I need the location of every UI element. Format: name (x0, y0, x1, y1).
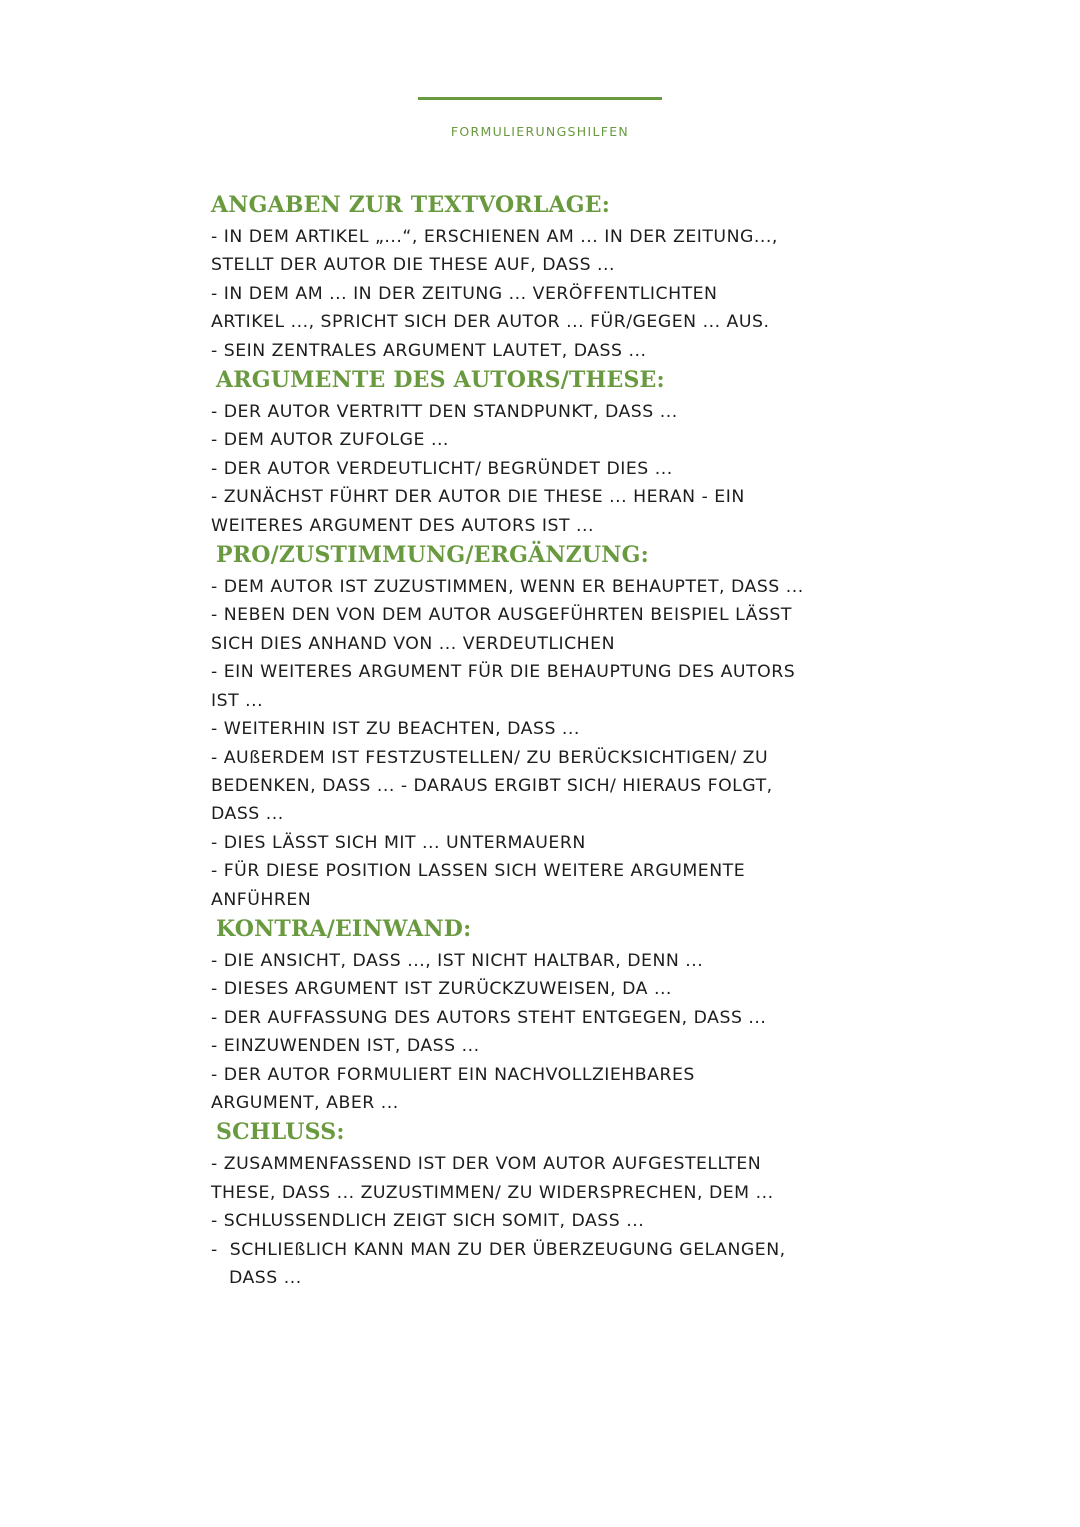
header-divider (418, 97, 662, 100)
text-line: STELLT DER AUTOR DIE THESE AUF, DASS ... (211, 255, 616, 276)
text-line: - DER AUTOR FORMULIERT EIN NACHVOLLZIEHBARES (211, 1064, 695, 1085)
text-line: - SCHLIEßLICH KANN MAN ZU DER ÜBERZEUGUNG GELANGEN, DASS ... (211, 1239, 786, 1288)
text-line: - DIE ANSICHT, DASS ..., IST NICHT HALTBAR, DENN ... (211, 950, 704, 971)
text-line: - IN DEM ARTIKEL „...“, ERSCHIENEN AM ... IN DER ZEITUNG..., (211, 227, 778, 247)
text-line: ARGUMENT, ABER ... (211, 1092, 399, 1113)
text-line: - NEBEN DEN VON DEM AUTOR AUSGEFÜHRTEN BEISPIEL LÄSST (211, 605, 792, 626)
text-line: - EINZUWENDEN IST, DASS ... (211, 1036, 480, 1057)
text-line: - DER AUTOR VERTRITT DEN STANDPUNKT, DASS ... (211, 402, 678, 423)
text-line: BEDENKEN, DASS ... - DARAUS ERGIBT SICH/ HIERAUS FOLGT, (211, 775, 773, 796)
text-line: WEITERES ARGUMENT DES AUTORS IST ... (211, 515, 595, 536)
text-line: ARTIKEL ..., SPRICHT SICH DER AUTOR ... FÜR/GEGEN ... AUS. (211, 312, 770, 333)
section-angaben (211, 190, 891, 365)
text-line: DASS ... (211, 804, 284, 825)
section-kontra (211, 914, 891, 1117)
text-line: THESE, DASS ... ZUZUSTIMMEN/ ZU WIDERSPRECHEN, DEM ... (211, 1182, 774, 1203)
text-line: - SCHLUSSENDLICH ZEIGT SICH SOMIT, DASS ... (211, 1211, 645, 1232)
text-line: - DIESES ARGUMENT IST ZURÜCKZUWEISEN, DA ... (211, 979, 672, 1000)
section-title: ANGABEN ZUR TEXTVORLAGE: (211, 192, 611, 218)
section-schluss (211, 1117, 891, 1292)
text-line: - EIN WEITERES ARGUMENT FÜR DIE BEHAUPTUNG DES AUTORS (211, 662, 796, 683)
section-title: SCHLUSS: (216, 1119, 345, 1146)
text-line: - WEITERHIN IST ZU BEACHTEN, DASS ... (211, 719, 580, 740)
text-line: ANFÜHREN (211, 889, 312, 910)
page-title: FORMULIERUNGSHILFEN (450, 124, 630, 139)
text-line: - DEM AUTOR IST ZUZUSTIMMEN, WENN ER BEHAUPTET, DASS ... (211, 577, 804, 598)
text-line: IST ... (211, 690, 264, 711)
text-line: SICH DIES ANHAND VON ... VERDEUTLICHEN (211, 633, 616, 654)
section-title: PRO/ZUSTIMMUNG/ERGÄNZUNG: (216, 542, 649, 569)
document-body (211, 190, 891, 1292)
text-line: - FÜR DIESE POSITION LASSEN SICH WEITERE ARGUMENTE (211, 861, 746, 882)
text-line: - SEIN ZENTRALES ARGUMENT LAUTET, DASS ... (211, 340, 647, 361)
text-line: - DIES LÄSST SICH MIT ... UNTERMAUERN (211, 832, 586, 853)
text-line: - ZUNÄCHST FÜHRT DER AUTOR DIE THESE ... HERAN - EIN (211, 487, 745, 508)
section-argumente (211, 365, 891, 540)
text-line: - DEM AUTOR ZUFOLGE ... (211, 430, 449, 451)
text-line: - IN DEM AM ... IN DER ZEITUNG ... VERÖFFENTLICHTEN (211, 283, 718, 304)
section-pro (211, 540, 891, 914)
text-line: - DER AUFFASSUNG DES AUTORS STEHT ENTGEGEN, DASS ... (211, 1007, 767, 1028)
text-line: - AUßERDEM IST FESTZUSTELLEN/ ZU BERÜCKSICHTIGEN/ ZU (211, 747, 769, 768)
section-title: ARGUMENTE DES AUTORS/THESE: (216, 367, 665, 394)
text-line: - DER AUTOR VERDEUTLICHT/ BEGRÜNDET DIES ... (211, 458, 673, 479)
section-title: KONTRA/EINWAND: (216, 915, 472, 942)
text-line: - ZUSAMMENFASSEND IST DER VOM AUTOR AUFGESTELLTEN (211, 1154, 762, 1175)
